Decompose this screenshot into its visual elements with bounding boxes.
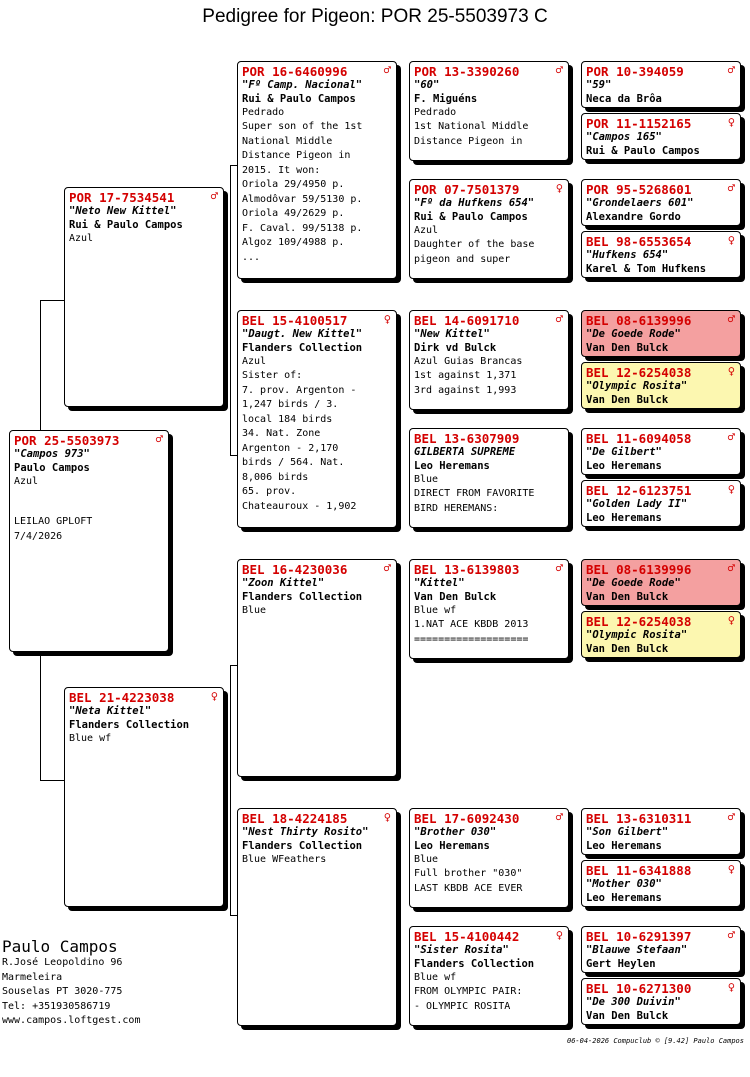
owner-name: Neca da Brôa	[586, 93, 662, 105]
pigeon-color: Blue	[414, 854, 439, 865]
pigeon-card-gen4[interactable]	[581, 611, 741, 658]
pigeon-color: Blue wf	[414, 605, 457, 616]
breeder-address: R.José Leopoldino 96	[2, 957, 123, 968]
pigeon-card-gen3[interactable]	[409, 310, 569, 410]
ring-number: BEL 14-6091710	[414, 313, 520, 328]
female-icon: ♀	[210, 689, 218, 703]
ring-number: BEL 98-6553654	[586, 234, 692, 249]
owner-name: Flanders Collection	[69, 719, 190, 731]
ring-number: BEL 15-4100517	[242, 313, 348, 328]
pigeon-name: "Campos 165"	[586, 131, 662, 143]
pigeon-name: "Campos 973"	[14, 448, 90, 460]
pigeon-notes: Full brother "030" LAST KBDB ACE EVER	[414, 868, 523, 894]
owner-name: Flanders Collection	[242, 840, 363, 852]
pigeon-card-gen4[interactable]	[581, 428, 741, 475]
ring-number: POR 25-5503973	[14, 433, 120, 448]
pigeon-name: "Fº da Hufkens 654"	[414, 197, 535, 209]
female-icon: ♀	[383, 312, 391, 326]
pigeon-card-dam[interactable]	[64, 687, 224, 907]
pigeon-card-gen4[interactable]	[581, 926, 741, 973]
connector-line	[230, 915, 237, 916]
female-icon: ♀	[727, 613, 735, 627]
pigeon-name: "Grondelaers 601"	[586, 197, 694, 209]
ring-number: BEL 12-6254038	[586, 614, 692, 629]
pigeon-card-sire-sire[interactable]	[237, 61, 397, 279]
owner-name: Rui & Paulo Campos	[242, 93, 356, 105]
owner-name: Van Den Bulck	[586, 394, 669, 406]
breeder-name: Paulo Campos	[2, 937, 118, 956]
pigeon-name: "Olympic Rosita"	[586, 629, 688, 641]
owner-name: Leo Heremans	[414, 840, 490, 852]
ring-number: POR 16-6460996	[242, 64, 348, 79]
female-icon: ♀	[555, 181, 563, 195]
connector-line	[40, 780, 64, 781]
pigeon-card-subject[interactable]	[9, 430, 169, 652]
pigeon-name: "De 300 Duivin"	[586, 996, 681, 1008]
pigeon-name: "Brother 030"	[414, 826, 497, 838]
pigeon-notes: Sister of: 7. prov. Argenton - 1,247 birds / 3. local 184 birds 34. Nat. Zone Argenton - 2,170 birds / 564. Nat. 8,006 birds 65. prov. Chateauroux - 1,902	[242, 370, 357, 512]
ring-number: POR 07-7501379	[414, 182, 520, 197]
pigeon-card-gen3[interactable]	[409, 428, 569, 528]
ring-number: BEL 15-4100442	[414, 929, 520, 944]
female-icon: ♀	[555, 928, 563, 942]
pigeon-name: "New Kittel"	[414, 328, 490, 340]
owner-name: Alexandre Gordo	[586, 211, 681, 223]
pigeon-name: "60"	[414, 79, 440, 91]
female-icon: ♀	[727, 862, 735, 876]
male-icon: ♂	[555, 810, 563, 824]
pigeon-card-sire-dam[interactable]	[237, 310, 397, 528]
male-icon: ♂	[727, 928, 735, 942]
pigeon-color: Azul	[242, 356, 267, 367]
connector-line	[230, 665, 237, 666]
owner-name: Karel & Tom Hufkens	[586, 263, 707, 275]
pigeon-card-gen3[interactable]	[409, 926, 569, 1026]
ring-number: BEL 16-4230036	[242, 562, 348, 577]
owner-name: Van Den Bulck	[586, 342, 669, 354]
pigeon-color: Blue	[414, 474, 439, 485]
pigeon-card-gen4[interactable]	[581, 559, 741, 606]
pigeon-notes: FROM OLYMPIC PAIR: - OLYMPIC ROSITA	[414, 986, 523, 1012]
pigeon-notes: Daughter of the base pigeon and super	[414, 239, 535, 265]
ring-number: BEL 08-6139996	[586, 562, 692, 577]
pigeon-color: Pedrado	[242, 107, 285, 118]
pigeon-name: "De Gilbert"	[586, 446, 662, 458]
owner-name: Leo Heremans	[586, 512, 662, 524]
pigeon-name: "Nest Thirty Rosito"	[242, 826, 369, 838]
owner-name: Paulo Campos	[14, 462, 90, 474]
pigeon-card-dam-sire[interactable]	[237, 559, 397, 777]
pigeon-card-gen3[interactable]	[409, 559, 569, 659]
owner-name: Leo Heremans	[586, 892, 662, 904]
owner-name: Van Den Bulck	[586, 643, 669, 655]
pigeon-card-gen4[interactable]	[581, 231, 741, 278]
owner-name: Flanders Collection	[242, 342, 363, 354]
owner-name: F. Miguéns	[414, 93, 478, 105]
footer-text: 06-04-2026 Compuclub © [9.42] Paulo Campos	[566, 1037, 744, 1045]
pigeon-name: "De Goede Rode"	[586, 577, 681, 589]
breeder-town: Marmeleira	[2, 971, 63, 983]
pigeon-color: Blue	[242, 605, 267, 616]
male-icon: ♂	[727, 181, 735, 195]
female-icon: ♀	[727, 233, 735, 247]
pigeon-card-gen3[interactable]	[409, 808, 569, 908]
pigeon-card-gen4[interactable]	[581, 362, 741, 409]
ring-number: BEL 08-6139996	[586, 313, 692, 328]
male-icon: ♂	[383, 63, 391, 77]
pigeon-card-gen4[interactable]	[581, 113, 741, 160]
pigeon-card-gen4[interactable]	[581, 480, 741, 527]
owner-name: Rui & Paulo Campos	[586, 145, 700, 157]
connector-line	[230, 165, 231, 455]
owner-name: Dirk vd Bulck	[414, 342, 497, 354]
male-icon: ♂	[383, 561, 391, 575]
male-icon: ♂	[210, 189, 218, 203]
male-icon: ♂	[155, 432, 163, 446]
pigeon-notes: DIRECT FROM FAVORITE BIRD HEREMANS:	[414, 488, 535, 514]
owner-name: Rui & Paulo Campos	[414, 211, 528, 223]
owner-name: Flanders Collection	[414, 958, 535, 970]
ring-number: POR 11-1152165	[586, 116, 692, 131]
owner-name: Gert Heylen	[586, 958, 656, 970]
owner-name: Rui & Paulo Campos	[69, 219, 183, 231]
pigeon-card-sire[interactable]	[64, 187, 224, 407]
male-icon: ♂	[727, 430, 735, 444]
pigeon-notes: 1st National Middle Distance Pigeon in	[414, 121, 529, 147]
owner-name: Leo Heremans	[586, 460, 662, 472]
pigeon-name: "Daugt. New Kittel"	[242, 328, 363, 340]
pigeon-color: Blue wf	[414, 972, 457, 983]
ring-number: BEL 12-6123751	[586, 483, 692, 498]
male-icon: ♂	[727, 810, 735, 824]
pigeon-card-gen4[interactable]	[581, 978, 741, 1025]
female-icon: ♀	[727, 482, 735, 496]
page-title: Pedigree for Pigeon: POR 25-5503973 C	[202, 6, 548, 27]
male-icon: ♂	[727, 312, 735, 326]
pigeon-card-gen4[interactable]	[581, 179, 741, 226]
pigeon-name: "Golden Lady II"	[586, 498, 688, 510]
pigeon-card-gen4[interactable]	[581, 61, 741, 108]
pigeon-name: "Son Gilbert"	[586, 826, 669, 838]
pigeon-name: "Blauwe Stefaan"	[586, 944, 688, 956]
male-icon: ♂	[727, 63, 735, 77]
pigeon-color: Blue wf	[69, 733, 112, 744]
ring-number: BEL 17-6092430	[414, 811, 520, 826]
pigeon-notes: 1st against 1,371 3rd against 1,993	[414, 370, 517, 396]
ring-number: BEL 10-6291397	[586, 929, 692, 944]
pigeon-name: "Fº Camp. Nacional"	[242, 79, 363, 91]
connector-line	[230, 165, 237, 166]
male-icon: ♂	[555, 63, 563, 77]
pigeon-name: "Sister Rosita"	[414, 944, 509, 956]
pigeon-color: Azul	[414, 225, 439, 236]
ring-number: BEL 11-6341888	[586, 863, 692, 878]
breeder-website[interactable]: www.campos.loftgest.com	[2, 1015, 141, 1026]
male-icon: ♂	[555, 561, 563, 575]
pigeon-name: "Kittel"	[414, 577, 465, 589]
ring-number: BEL 21-4223038	[69, 690, 175, 705]
ring-number: BEL 11-6094058	[586, 431, 692, 446]
ring-number: POR 10-394059	[586, 64, 684, 79]
pigeon-color: Pedrado	[414, 107, 457, 118]
breeder-phone: Tel: +351930586719	[2, 1000, 111, 1012]
female-icon: ♀	[727, 115, 735, 129]
pigeon-name: "59"	[586, 79, 612, 91]
ring-number: POR 13-3390260	[414, 64, 520, 79]
ring-number: BEL 18-4224185	[242, 811, 348, 826]
owner-name: Flanders Collection	[242, 591, 363, 603]
ring-number: BEL 10-6271300	[586, 981, 692, 996]
owner-name: Leo Heremans	[414, 460, 490, 472]
ring-number: BEL 12-6254038	[586, 365, 692, 380]
ring-number: BEL 13-6307909	[414, 431, 520, 446]
male-icon: ♂	[555, 312, 563, 326]
pigeon-name: "Hufkens 654"	[586, 249, 669, 261]
ring-number: POR 95-5268601	[586, 182, 692, 197]
owner-name: Van Den Bulck	[586, 1010, 669, 1022]
pigeon-notes: Super son of the 1st National Middle Distance Pigeon in 2015. It won: Oriola 29/4950 p. Almodôvar 59/5130 p. Oriola 49/2629 p. F. Caval. 99/5138 p. Algoz 109/4988 p. ...	[242, 121, 363, 263]
pigeon-name: "Olympic Rosita"	[586, 380, 688, 392]
breeder-info	[2, 937, 140, 1029]
pigeon-card-gen4[interactable]	[581, 860, 741, 907]
breeder-postal: Souselas PT 3020-775	[2, 986, 123, 997]
owner-name: Van Den Bulck	[586, 591, 669, 603]
pigeon-color: Azul Guias Brancas	[414, 356, 523, 367]
pigeon-color: Azul	[14, 476, 39, 487]
pigeon-name: "Zoon Kittel"	[242, 577, 325, 589]
pigeon-name: "Mother 030"	[586, 878, 662, 890]
ring-number: POR 17-7534541	[69, 190, 175, 205]
pigeon-name: "Neta Kittel"	[69, 705, 152, 717]
male-icon: ♂	[727, 561, 735, 575]
connector-line	[40, 300, 64, 301]
pigeon-color: Azul	[69, 233, 94, 244]
pigeon-card-dam-dam[interactable]	[237, 808, 397, 1026]
pigeon-card-gen4[interactable]	[581, 310, 741, 357]
connector-line	[230, 665, 231, 915]
pigeon-name: "De Goede Rode"	[586, 328, 681, 340]
pigeon-notes: 1.NAT ACE KBDB 2013 ===================	[414, 619, 529, 645]
female-icon: ♀	[727, 980, 735, 994]
ring-number: BEL 13-6139803	[414, 562, 520, 577]
owner-name: Van Den Bulck	[414, 591, 497, 603]
pigeon-color: Blue WFeathers	[242, 854, 327, 865]
female-icon: ♀	[383, 810, 391, 824]
ring-number: BEL 13-6310311	[586, 811, 692, 826]
pigeon-name: GILBERTA SUPREME	[414, 446, 516, 458]
pigeon-card-gen3[interactable]	[409, 179, 569, 279]
pigeon-name: "Neto New Kittel"	[69, 205, 177, 217]
female-icon: ♀	[727, 364, 735, 378]
pigeon-card-gen4[interactable]	[581, 808, 741, 855]
owner-name: Leo Heremans	[586, 840, 662, 852]
pigeon-notes: LEILAO GPLOFT 7/4/2026	[14, 516, 93, 542]
connector-line	[230, 455, 237, 456]
pigeon-card-gen3[interactable]	[409, 61, 569, 161]
